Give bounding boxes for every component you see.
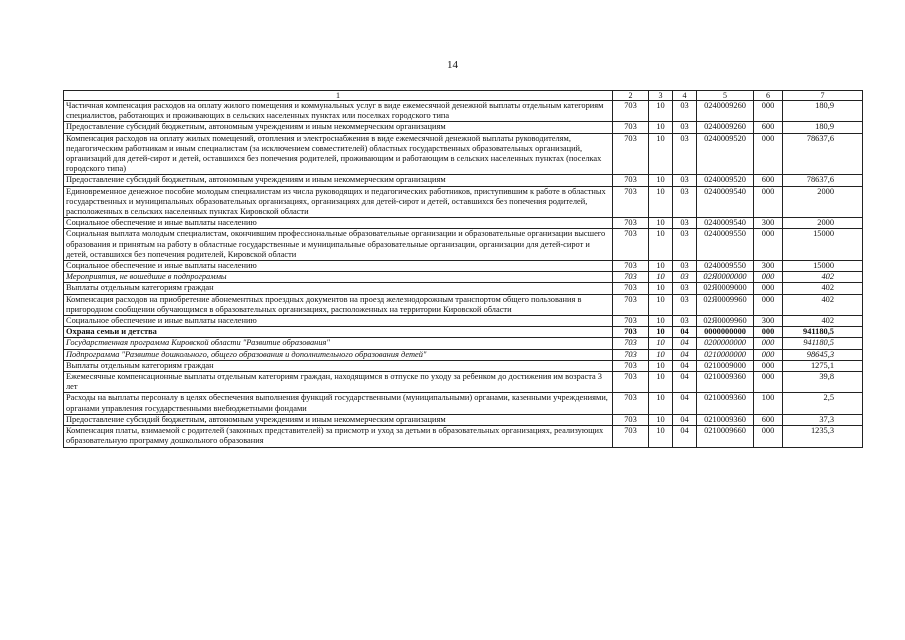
- table-row: [64, 360, 863, 371]
- amount-cell: 402: [783, 294, 863, 315]
- section-cell: 10: [649, 272, 673, 283]
- amount-cell: 1235,3: [783, 426, 863, 447]
- expense-type-cell: 000: [754, 338, 783, 349]
- subsection-cell: 03: [673, 294, 697, 315]
- row-name-cell: Социальное обеспечение и иные выплаты населению: [64, 261, 613, 272]
- table-row: [64, 426, 863, 447]
- amount-cell: 2000: [783, 186, 863, 218]
- subsection-cell: 04: [673, 338, 697, 349]
- code-admin-cell: 703: [613, 393, 649, 414]
- code-admin-cell: 703: [613, 316, 649, 327]
- amount-cell: 180,9: [783, 101, 863, 122]
- row-name-cell: Компенсация платы, взимаемой с родителей (законных представителей) за присмотр и уход за детьми в образовательных организациях, реализующих образовательную программу дошкольного образования: [64, 426, 613, 447]
- target-article-cell: 0240009540: [697, 218, 754, 229]
- subsection-cell: 03: [673, 122, 697, 133]
- table-row: [64, 133, 863, 175]
- amount-cell: 37,3: [783, 414, 863, 425]
- header-cell-2: 2: [613, 91, 649, 101]
- row-name-cell: Единовременное денежное пособие молодым специалистам из числа руководящих и педагогических работников, приступившим к работе в областных государственных и муниципальных образовательных организациях, организациях для детей-сирот и детей, оставшихся без попечения родителей, расположенных в сельских населенных пунктах Кировской области: [64, 186, 613, 218]
- target-article-cell: 0240009260: [697, 122, 754, 133]
- amount-cell: 2000: [783, 218, 863, 229]
- code-admin-cell: 703: [613, 327, 649, 338]
- subsection-cell: 03: [673, 229, 697, 261]
- section-cell: 10: [649, 186, 673, 218]
- expense-type-cell: 300: [754, 261, 783, 272]
- header-row: [64, 91, 863, 101]
- target-article-cell: 0240009550: [697, 229, 754, 261]
- section-cell: 10: [649, 218, 673, 229]
- code-admin-cell: 703: [613, 426, 649, 447]
- row-name-cell: Государственная программа Кировской области "Развитие образования": [64, 338, 613, 349]
- row-name-cell: Расходы на выплаты персоналу в целях обеспечения выполнения функций государственными (муниципальными) органами, казенными учреждениями, органами управления государственными внебюджетными фондами: [64, 393, 613, 414]
- amount-cell: 98645,3: [783, 349, 863, 360]
- row-name-cell: Социальное обеспечение и иные выплаты населению: [64, 218, 613, 229]
- section-cell: 10: [649, 316, 673, 327]
- code-admin-cell: 703: [613, 101, 649, 122]
- expense-type-cell: 300: [754, 218, 783, 229]
- subsection-cell: 03: [673, 283, 697, 294]
- subsection-cell: 03: [673, 133, 697, 175]
- header-cell-7: 7: [783, 91, 863, 101]
- code-admin-cell: 703: [613, 294, 649, 315]
- row-name-cell: Выплаты отдельным категориям граждан: [64, 283, 613, 294]
- section-cell: 10: [649, 393, 673, 414]
- subsection-cell: 04: [673, 426, 697, 447]
- row-name-cell: Ежемесячные компенсационные выплаты отдельным категориям граждан, находящимся в отпуске по уходу за ребенком до достижения им возраста 3 лет: [64, 372, 613, 393]
- code-admin-cell: 703: [613, 261, 649, 272]
- section-cell: 10: [649, 327, 673, 338]
- target-article-cell: 0240009550: [697, 261, 754, 272]
- amount-cell: 78637,6: [783, 175, 863, 186]
- section-cell: 10: [649, 414, 673, 425]
- subsection-cell: 04: [673, 393, 697, 414]
- row-name-cell: Предоставление субсидий бюджетным, автономным учреждениям и иным некоммерческим организациям: [64, 122, 613, 133]
- section-cell: 10: [649, 338, 673, 349]
- target-article-cell: 02Я0009960: [697, 316, 754, 327]
- target-article-cell: 0210009000: [697, 360, 754, 371]
- expense-type-cell: 000: [754, 229, 783, 261]
- table-row: [64, 316, 863, 327]
- page-number: 14: [447, 59, 458, 71]
- target-article-cell: 0240009520: [697, 175, 754, 186]
- row-name-cell: Компенсация расходов на приобретение абонементных проездных документов на проезд железнодорожным транспортом общего пользования в пригородном сообщении обучающимся в образовательных организациях, расположенных на территории Кировской области: [64, 294, 613, 315]
- table-row: [64, 349, 863, 360]
- subsection-cell: 03: [673, 218, 697, 229]
- code-admin-cell: 703: [613, 272, 649, 283]
- expense-type-cell: 000: [754, 101, 783, 122]
- amount-cell: 39,8: [783, 372, 863, 393]
- budget-table: [63, 90, 863, 448]
- code-admin-cell: 703: [613, 349, 649, 360]
- subsection-cell: 03: [673, 186, 697, 218]
- amount-cell: 2,5: [783, 393, 863, 414]
- subsection-cell: 04: [673, 414, 697, 425]
- table-row: [64, 175, 863, 186]
- section-cell: 10: [649, 426, 673, 447]
- target-article-cell: 02Я0000000: [697, 272, 754, 283]
- target-article-cell: 0200000000: [697, 338, 754, 349]
- section-cell: 10: [649, 349, 673, 360]
- section-cell: 10: [649, 175, 673, 186]
- section-cell: 10: [649, 294, 673, 315]
- table-row: [64, 283, 863, 294]
- target-article-cell: 0000000000: [697, 327, 754, 338]
- row-name-cell: Охрана семьи и детства: [64, 327, 613, 338]
- header-cell-4: 4: [673, 91, 697, 101]
- expense-type-cell: 000: [754, 186, 783, 218]
- code-admin-cell: 703: [613, 372, 649, 393]
- subsection-cell: 03: [673, 175, 697, 186]
- subsection-cell: 03: [673, 101, 697, 122]
- target-article-cell: 0210000000: [697, 349, 754, 360]
- code-admin-cell: 703: [613, 186, 649, 218]
- section-cell: 10: [649, 133, 673, 175]
- target-article-cell: 02Я0009960: [697, 294, 754, 315]
- code-admin-cell: 703: [613, 133, 649, 175]
- subsection-cell: 04: [673, 349, 697, 360]
- amount-cell: 1275,1: [783, 360, 863, 371]
- table-row: [64, 372, 863, 393]
- expense-type-cell: 000: [754, 426, 783, 447]
- header-cell-6: 6: [754, 91, 783, 101]
- expense-type-cell: 000: [754, 349, 783, 360]
- code-admin-cell: 703: [613, 360, 649, 371]
- expense-type-cell: 100: [754, 393, 783, 414]
- section-cell: 10: [649, 229, 673, 261]
- code-admin-cell: 703: [613, 175, 649, 186]
- table-row: [64, 186, 863, 218]
- table-row: [64, 414, 863, 425]
- amount-cell: 15000: [783, 261, 863, 272]
- expense-type-cell: 000: [754, 272, 783, 283]
- expense-type-cell: 000: [754, 133, 783, 175]
- subsection-cell: 03: [673, 261, 697, 272]
- code-admin-cell: 703: [613, 414, 649, 425]
- amount-cell: 402: [783, 283, 863, 294]
- row-name-cell: Выплаты отдельным категориям граждан: [64, 360, 613, 371]
- table-row: [64, 272, 863, 283]
- expense-type-cell: 000: [754, 372, 783, 393]
- code-admin-cell: 703: [613, 229, 649, 261]
- target-article-cell: 0210009360: [697, 414, 754, 425]
- header-cell-3: 3: [649, 91, 673, 101]
- target-article-cell: 0210009360: [697, 393, 754, 414]
- subsection-cell: 04: [673, 360, 697, 371]
- expense-type-cell: 000: [754, 294, 783, 315]
- section-cell: 10: [649, 372, 673, 393]
- amount-cell: 941180,5: [783, 327, 863, 338]
- code-admin-cell: 703: [613, 338, 649, 349]
- section-cell: 10: [649, 360, 673, 371]
- target-article-cell: 02Я0009000: [697, 283, 754, 294]
- amount-cell: 180,9: [783, 122, 863, 133]
- expense-type-cell: 600: [754, 414, 783, 425]
- table-row: [64, 229, 863, 261]
- target-article-cell: 0210009360: [697, 372, 754, 393]
- amount-cell: 402: [783, 316, 863, 327]
- row-name-cell: Социальное обеспечение и иные выплаты населению: [64, 316, 613, 327]
- row-name-cell: Предоставление субсидий бюджетным, автономным учреждениям и иным некоммерческим организациям: [64, 175, 613, 186]
- expense-type-cell: 600: [754, 122, 783, 133]
- table-row: [64, 327, 863, 338]
- table-row: [64, 261, 863, 272]
- table-row: [64, 218, 863, 229]
- table-row: [64, 294, 863, 315]
- row-name-cell: Компенсация расходов на оплату жилых помещений, отопления и электроснабжения в виде ежемесячной денежной выплаты руководителям, педагогическим работникам и иным специалистам (за исключением совместителей) областных государственных образовательных организаций, организаций для детей-сирот и детей, оставшихся без попечения родителей, проживающим и работающим в сельских населенных пунктах (поселках городского типа): [64, 133, 613, 175]
- subsection-cell: 03: [673, 272, 697, 283]
- section-cell: 10: [649, 122, 673, 133]
- subsection-cell: 04: [673, 372, 697, 393]
- section-cell: 10: [649, 283, 673, 294]
- amount-cell: 941180,5: [783, 338, 863, 349]
- header-cell-5: 5: [697, 91, 754, 101]
- row-name-cell: Социальная выплата молодым специалистам, окончившим профессиональные образовательные организации и образовательные организации высшего образования и принятым на работу в областные государственные и муниципальные образовательные организации, организации для детей-сирот и детей, оставшихся без попечения родителей, Кировской области: [64, 229, 613, 261]
- expense-type-cell: 000: [754, 283, 783, 294]
- row-name-cell: Предоставление субсидий бюджетным, автономным учреждениям и иным некоммерческим организациям: [64, 414, 613, 425]
- amount-cell: 15000: [783, 229, 863, 261]
- code-admin-cell: 703: [613, 122, 649, 133]
- target-article-cell: 0210009660: [697, 426, 754, 447]
- table-row: [64, 393, 863, 414]
- expense-type-cell: 000: [754, 360, 783, 371]
- subsection-cell: 03: [673, 316, 697, 327]
- table-row: [64, 101, 863, 122]
- expense-type-cell: 300: [754, 316, 783, 327]
- header-cell-1: 1: [64, 91, 613, 101]
- row-name-cell: Подпрограмма "Развитие дошкольного, общего образования и дополнительного образования детей": [64, 349, 613, 360]
- expense-type-cell: 600: [754, 175, 783, 186]
- section-cell: 10: [649, 101, 673, 122]
- code-admin-cell: 703: [613, 218, 649, 229]
- section-cell: 10: [649, 261, 673, 272]
- code-admin-cell: 703: [613, 283, 649, 294]
- amount-cell: 402: [783, 272, 863, 283]
- row-name-cell: Мероприятия, не вошедшие в подпрограммы: [64, 272, 613, 283]
- expense-type-cell: 000: [754, 327, 783, 338]
- target-article-cell: 0240009540: [697, 186, 754, 218]
- subsection-cell: 04: [673, 327, 697, 338]
- table-row: [64, 338, 863, 349]
- target-article-cell: 0240009520: [697, 133, 754, 175]
- amount-cell: 78637,6: [783, 133, 863, 175]
- row-name-cell: Частичная компенсация расходов на оплату жилого помещения и коммунальных услуг в виде ежемесячной денежной выплаты отдельным категориям специалистов, работающих и проживающих в сельских населенных пунктах или поселках городского типа: [64, 101, 613, 122]
- target-article-cell: 0240009260: [697, 101, 754, 122]
- table-row: [64, 122, 863, 133]
